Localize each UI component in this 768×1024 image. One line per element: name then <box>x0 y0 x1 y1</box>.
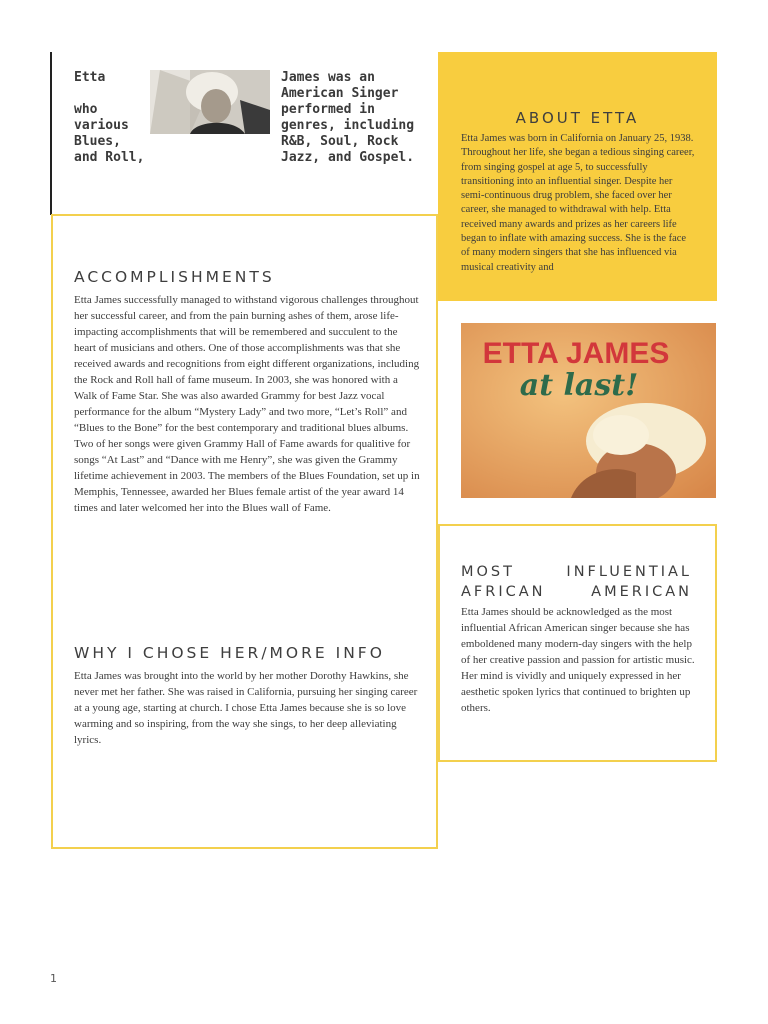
accomplishments-title: ACCOMPLISHMENTS <box>74 268 275 286</box>
intro-line: Blues, <box>74 134 121 149</box>
page-number: 1 <box>50 972 57 985</box>
influential-title: MOST INFLUENTIAL AFRICAN AMERICAN <box>461 564 692 600</box>
intro-line: performed in <box>281 102 375 117</box>
intro-left-rule <box>50 52 52 215</box>
etta-portrait-photo <box>150 70 270 134</box>
intro-line: genres, including <box>281 118 415 133</box>
intro-line: James was an <box>281 70 375 85</box>
why-chose-title: WHY I CHOSE HER/MORE INFO <box>74 644 385 662</box>
intro-line: and Roll, <box>74 150 145 165</box>
intro-line: R&B, Soul, Rock <box>281 134 399 149</box>
intro-text-left <box>74 70 144 166</box>
album-cover-image <box>461 323 716 498</box>
intro-line <box>74 86 144 102</box>
about-title: ABOUT ETTA <box>515 109 640 127</box>
intro-line: Jazz, and Gospel. <box>281 150 415 165</box>
about-etta-panel <box>438 52 717 301</box>
intro-line: various <box>74 118 129 133</box>
why-chose-body: Etta James was brought into the world by her mother Dorothy Hawkins, she never met her father. She was raised in California, pursuing her singing career at a young age, starting at church. I chose Etta James because she is so love warming and so inspiring, from the way she sings, to her deep alleviating lyrics. <box>74 670 418 746</box>
about-body: Etta James was born in California on January 25, 1938. Throughout her life, she began a tedious singing career, from singing gospel at age 5, to successfully transitioning into an influential singer. Despite her semi-continuous drug problem, she faced over her career, she managed to withdrawal with help. Etta received many awards and prizes as her careers life began to inflate with amazing success. She is the face of many modern singers that she has influenced via musical creativity and <box>461 133 695 273</box>
intro-line: Etta <box>74 70 106 85</box>
accomplishments-body: Etta James successfully managed to withstand vigorous challenges throughout her successful career, and from the pain burning ashes of them, arose life-impacting accomplishments that will be remembered and succulent to the heart of musicians and others. One of those accomplishments was that she received awards and recognitions from eight different organizations, including the Rock and Roll hall of fame museum. In 2003, she was honored with a Walk of Fame Star. She was also awarded Grammy for best Jazz vocal performance for the album “Mystery Lady” and two more, “Let’s Roll” and “Blues to the Bone” for the best contemporary and traditional blues albums. Two of her songs were given Grammy Hall of Fame awards for qualitive for songs “At Last” and “Dance with me Henry”, she was given the Grammy lifetime achievement in 2003. The members of the Blues Foundation, set up in Memphis, Tennessee, awarded her Blues female artist of the year award 14 times and later welcomed her into the Blues wall of Fame. <box>74 294 420 514</box>
intro-line: who <box>74 102 98 117</box>
album-artist-text: ETTA JAMES <box>482 337 670 370</box>
influential-body: Etta James should be acknowledged as the most influential African American singer because she has emboldened many modern-day singers with the help of her creative passion and passion for artistic music. Her mind is vividly and uniquely expressed in her aesthetic spoken lyrics that continued to brighten up others. <box>461 606 695 714</box>
intro-line: American Singer <box>281 86 399 101</box>
intro-text-right <box>281 70 431 166</box>
album-title-text: at last! <box>519 368 639 403</box>
